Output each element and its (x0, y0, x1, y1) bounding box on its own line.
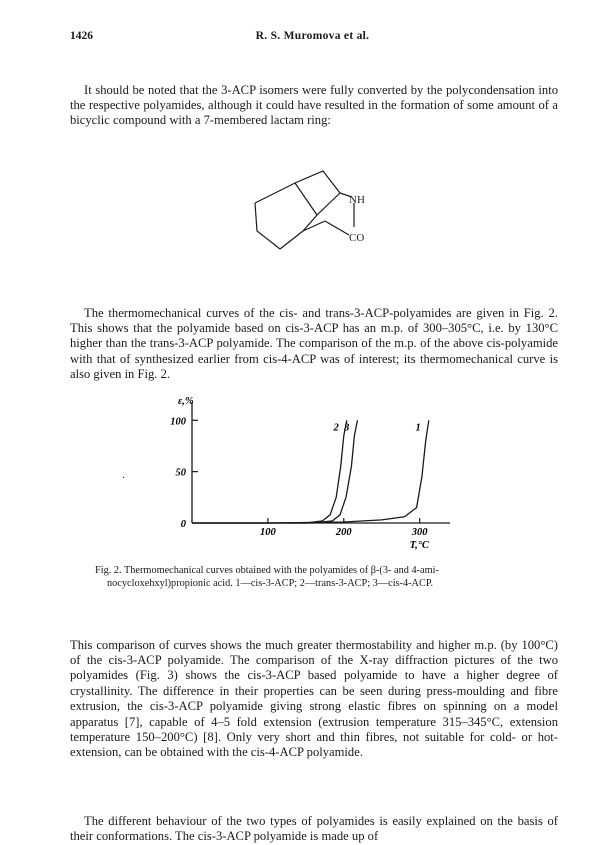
chem-bond-to-co (325, 221, 349, 235)
x-tick-label: 100 (260, 527, 276, 538)
series-curve-2 (192, 420, 350, 523)
chem-bond-bridge (295, 183, 317, 215)
stray-mark: . (122, 467, 125, 481)
caption-line-2: nocycloxehxyl)propionic acid. 1—cis-3-ACP; 2—trans-3-ACP; 3—cis-4-ACP. (107, 578, 434, 589)
series-label-2: 2 (333, 422, 339, 434)
page-header (70, 30, 555, 46)
figure-caption (95, 564, 535, 590)
nh-label: NH (349, 194, 365, 206)
x-axis-label: T,°C (409, 540, 429, 551)
y-tick-label: 50 (175, 467, 186, 479)
co-label: CO (349, 232, 365, 244)
bicyclic-lactam-structure (245, 163, 385, 255)
y-tick-label: 100 (170, 416, 186, 428)
y-axis-label: ε,% (178, 396, 194, 407)
paragraph-thermomechanical: The thermomechanical curves of the cis- and trans-3-ACP-polyamides are given in Fig. 2. This shows that the polyamide based on cis-3-ACP has an m.p. of 300–305°C, i.e. by 130°C higher than the trans-3-ACP polyamide. The comparison of the m.p. of the above cis-polyamide with that of synthesized earlier from cis-4-ACP was of interest; its thermomechanical curve is also given in Fig. 2. (70, 305, 558, 382)
y-tick-label: 0 (180, 519, 186, 530)
thermomechanical-chart (150, 390, 470, 555)
x-tick-label: 300 (411, 527, 428, 538)
chart-series (192, 420, 429, 523)
chart-labels (170, 396, 430, 551)
chem-bond-ring (255, 193, 340, 249)
paragraph-conformations: The different behaviour of the two types of polyamides is easily explained on the basis of their conformations. The cis-3-ACP polyamide is made up of (70, 813, 558, 843)
x-tick-label: 200 (335, 527, 352, 538)
chem-bond-lower (303, 221, 325, 231)
series-label-1: 1 (415, 422, 421, 434)
series-label-3: 3 (344, 422, 350, 434)
paragraph-comparison: This comparison of curves shows the much greater thermostability and higher m.p. (by 100°C) of the cis-3-ACP polyamide. The comparison of the X-ray diffraction pictures of the two polyamides (Fig. 3) shows the cis-3-ACP based polyamide to have a higher degree of crystallinity. The difference in their properties can be seen during press-moulding and fibre extrusion, the cis-3-ACP polyamide giving strong elastic fibres on spinning on a model apparatus [7], capable of 4–5 fold extension (extrusion temperature 315–345°C, extension temperature 150–200°C) [8]. Only very short and thin fibres, not suitable for cold- or hot-extension, can be obtained with the cis-4-ACP polyamide. (70, 637, 558, 760)
page-number: 1426 (70, 30, 93, 42)
paragraph-intro: It should be noted that the 3-ACP isomers were fully converted by the polycondensation into the respective polyamides, although it could have resulted in the formation of some amount of a bicyclic compound with a 7-membered lactam ring: (70, 82, 558, 128)
caption-line-1: Fig. 2. Thermomechanical curves obtained with the polyamides of β-(3- and 4-ami- (95, 565, 439, 576)
chart-axes (192, 402, 450, 523)
running-title: R. S. Muromova et al. (255, 30, 370, 42)
series-curve-1 (192, 420, 429, 523)
